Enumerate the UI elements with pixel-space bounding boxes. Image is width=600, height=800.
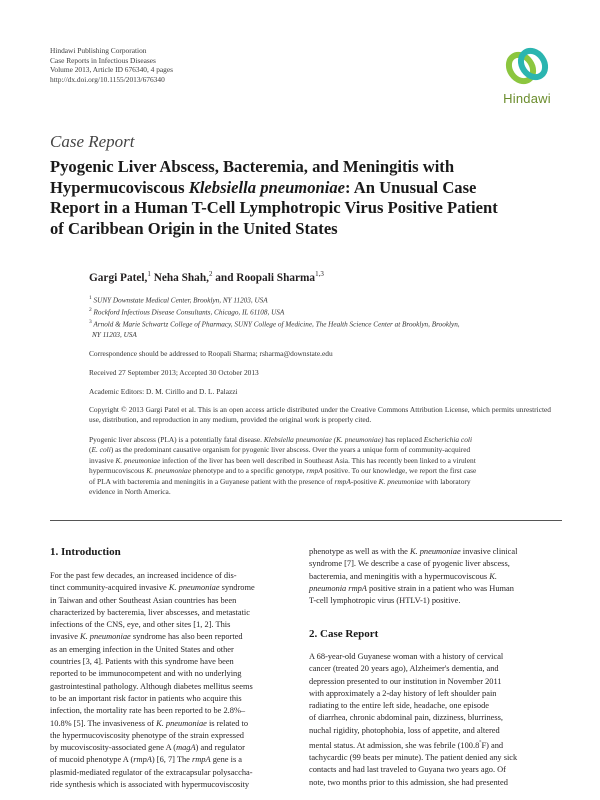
body-line: of diarrhea, chronic abdominal pain, dizziness, blurriness, <box>309 713 503 723</box>
body-line: plasmid-mediated regulator of the extracapsular polysaccha- <box>50 767 253 777</box>
body-line: mental status. At admission, she was febrile (100.8°F) and <box>309 740 504 750</box>
body-line: in Taiwan and other Southeast Asian countries has been <box>50 595 237 605</box>
body-line: bacteremia, and meningitis with a hypermucoviscous K. <box>309 571 497 581</box>
affiliation-item: NY 11203, USA <box>92 330 137 339</box>
body-line: the hypermucoviscosity phenotype of the strain expressed <box>50 730 244 740</box>
publisher-line: Hindawi Publishing Corporation <box>50 46 147 55</box>
body-line: infections of the CNS, eye, and other sites [1, 2]. This <box>50 620 231 630</box>
body-line: infection, the mortality rate has been reported to be 2.8%– <box>50 706 246 716</box>
body-line: note, two months prior to this admission, she had presented <box>309 777 508 787</box>
article-type: Case Report <box>50 132 135 151</box>
title-line-3: Report in a Human T-Cell Lymphotropic Virus Positive Patient <box>50 198 498 218</box>
body-line: T-cell lymphotropic virus (HTLV-1) positive. <box>309 596 461 606</box>
abstract-line: Pyogenic liver abscess (PLA) is a potentially fatal disease. Klebsiella pneumoniae (K. pneumoniae) has replaced Escherichia coli <box>89 435 472 444</box>
hindawi-rings-icon <box>503 44 551 88</box>
hindawi-logo <box>494 44 560 110</box>
affiliation-item: $^3$ Arnold & Marie Schwartz College of Pharmacy, SUNY College of Medicine, The Health Science Center at Brooklyn, Brooklyn, <box>89 319 460 329</box>
article-title <box>50 157 562 239</box>
intro-heading: 1. Introduction <box>50 546 121 558</box>
body-line: of mucoid phenotype A (rmpA) [6, 7] The rmpA gene is a <box>50 755 243 765</box>
affiliations <box>89 294 549 340</box>
body-line: by mucoviscosity-associated gene A (magA) and regulator <box>50 743 245 753</box>
title-organism: Klebsiella pneumoniae <box>188 177 346 197</box>
body-line: tachycardic (99 beats per minute). The patient denied any sick <box>309 753 518 763</box>
copyright-notice: Copyright © 2013 Gargi Patel et al. This is an open access article distributed under the Creative Commons Attribution License, which permits unrestricted use, distribution, and reproduction in any medium, provided the original work is properly cited. <box>89 405 551 425</box>
doi-link[interactable]: http://dx.doi.org/10.1155/2013/676340 <box>50 74 165 84</box>
section-divider <box>50 520 562 521</box>
body-line: 10.8% [5]. The invasiveness of K. pneumoniae is related to <box>50 718 249 728</box>
abstract-line: invasive K. pneumoniae infection of the liver has been well described in Southeast Asia. This has recently been linked to a virulent <box>89 455 476 465</box>
dates-line: Received 27 September 2013; Accepted 30 October 2013 <box>89 368 259 377</box>
body-line: depression presented to our institution in November 2011 <box>309 676 502 686</box>
body-line: gastrointestinal pathology. Although diabetes mellitus seems <box>50 681 253 691</box>
body-line: radiating to the entire left side, headache, one episode <box>309 701 489 711</box>
affiliation-item: $^1$ SUNY Downstate Medical Center, Brooklyn, NY 11203, USA <box>89 295 268 305</box>
body-line: with approximately a 2-day history of left shoulder pain <box>309 688 497 698</box>
body-line: cancer (treated 20 years ago), Alzheimer's dementia, and <box>309 664 499 674</box>
body-line: reported to be immunocompetent and with no underlying <box>50 669 242 679</box>
body-line: to be an important risk factor in patients who acquire this <box>50 693 242 703</box>
case-report-body <box>309 651 543 789</box>
body-line: syndrome [7]. We describe a case of pyogenic liver abscess, <box>309 559 510 569</box>
abstract-line: (E. coli) as the predominant causative organism for pyogenic liver abscess. Over the years a unique form of community-acquired <box>89 445 471 455</box>
abstract-line: evidence in North America. <box>89 487 171 497</box>
case-report-heading: 2. Case Report <box>309 628 379 640</box>
body-line: invasive K. pneumoniae syndrome has also been reported <box>50 632 243 642</box>
body-line: A 68-year-old Guyanese woman with a history of cervical <box>309 652 504 661</box>
journal-header <box>50 46 173 84</box>
body-line: ride synthesis which is associated with hypermucoviscosity <box>50 780 250 790</box>
body-line: as an emerging infection in the United States and other <box>50 644 234 654</box>
abstract <box>89 435 551 497</box>
editors-line: Academic Editors: D. M. Cirillo and D. L. Palazzi <box>89 387 238 396</box>
intro-body-continued <box>309 546 543 607</box>
author-name: Gargi Patel, <box>89 271 148 284</box>
body-line: pneumonia rmpA positive strain in a patient who was Human <box>309 583 514 593</box>
title-line-2: Hypermucoviscous Klebsiella pneumoniae: An Unusual Case <box>50 177 477 197</box>
body-line: contacts and had last traveled to Guyana two years ago. Of <box>309 765 506 775</box>
body-line: nuchal rigidity, photophobia, loss of appetite, and altered <box>309 725 500 735</box>
body-line: countries [3, 4]. Patients with this syndrome have been <box>50 657 234 667</box>
body-line: characterized by bacteremia, liver abscesses, and metastatic <box>50 607 250 617</box>
author-name: Neha Shah, <box>153 271 209 284</box>
correspondence-line: Correspondence should be addressed to Roopali Sharma; rsharma@downstate.edu <box>89 349 333 358</box>
title-line-4: of Caribbean Origin in the United States <box>50 218 338 238</box>
author-name: and Roopali Sharma <box>215 271 316 284</box>
abstract-line: of PLA with bacteremia and meningitis in a Guyanese patient with the presence of rmpA-positive K. pneumoniae with laboratory <box>89 476 471 486</box>
hindawi-logo-text: Hindawi <box>503 91 551 106</box>
body-line: phenotype as well as with the K. pneumoniae invasive clinical <box>309 547 518 556</box>
affiliation-item: $^2$ Rockford Infectious Disease Consultants, Chicago, IL 61108, USA <box>89 307 285 317</box>
title-line-1: Pyogenic Liver Abscess, Bacteremia, and Meningitis with <box>50 157 455 176</box>
intro-body <box>50 570 284 791</box>
body-line: For the past few decades, an increased incidence of dis- <box>50 571 237 580</box>
volume-line: Volume 2013, Article ID 676340, 4 pages <box>50 65 174 75</box>
body-line: tinct community-acquired invasive K. pneumoniae syndrome <box>50 583 255 593</box>
author-list: Gargi Patel,$^1$ Neha Shah,$^2$ and Roopali Sharma$^{1,3}$ <box>89 270 324 284</box>
journal-name-line: Case Reports in Infectious Diseases <box>50 55 156 65</box>
abstract-line: hypermucoviscous K. pneumoniae phenotype and to a specific genotype, rmpA positive. To our knowledge, we report the first case <box>89 466 477 476</box>
